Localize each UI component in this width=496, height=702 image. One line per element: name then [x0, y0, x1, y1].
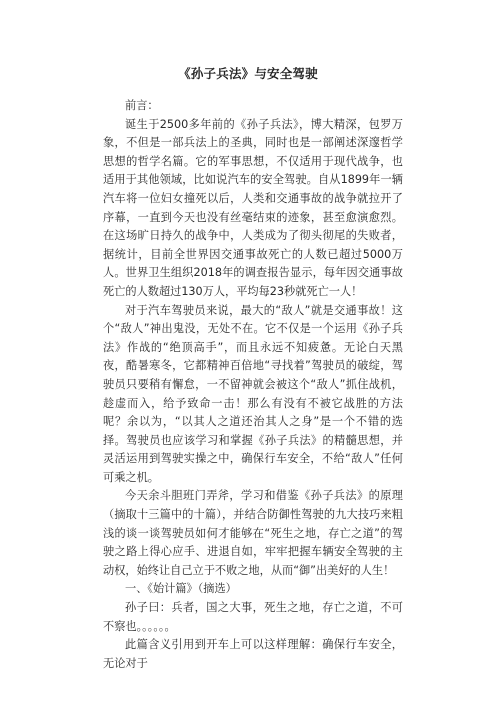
section-heading-1: 一、《始计篇》（摘选） [125, 582, 237, 596]
preface-heading: 前言： [125, 99, 159, 112]
body-paragraph-2: 对于汽车驾驶员来说，最大的“敌人”就是交通事故！这个“敌人”神出鬼没，无处不在。它不仅是一个运用《孙子兵法》作战的“绝顶高手”，而且永远不知疲惫。无论白天黑夜，酷暑寒冬，它都精神百倍地“寻找着”驾驶员的破绽，驾驶员只要稍有懈怠，一不留神就会被这个“敌人”抓住战机，趁虚而入，给予致命一击！那么有没有不被它战胜的方法呢？余以为，“以其人之道还治其人之身”是一个不错的选择。驾驶员也应该学习和掌握《孙子兵法》的精髓思想，并灵活运用到驾驶实操之中，确保行车安全，不给“敌人”任何可乘之机。 [103, 303, 403, 484]
quote-paragraph: 孙子曰：兵者，国之大事，死生之地，存亡之道，不可不察也。。。。。。 [103, 601, 403, 633]
body-paragraph-4: 此篇含义引用到开车上可以这样理解：确保行车安全，无论对于 [103, 638, 403, 670]
document-title: 《孙子兵法》与安全驾驶 [178, 66, 318, 81]
body-paragraph-1: 诞生于2500多年前的《孙子兵法》，博大精深，包罗万象，不但是一部兵法上的圣典，同时也是一部阐述深邃哲学思想的哲学名篇。它的军事思想，不仅适用于现代战争，也适用于其他领域，比如说汽车的安全驾驶。自从1899年一辆汽车将一位妇女撞死以后，人类和交通事故的战争就拉开了序幕，一直到今天也没有丝毫结束的迹象，甚至愈演愈烈。在这场旷日持久的战争中，人类成为了彻头彻尾的失败者，据统计，目前全世界因交通事故死亡的人数已超过5000万人。世界卫生组织2018年的调查报告显示，每年因交通事故死亡的人数超过130万人，平均每23秒就死亡一人！ [103, 117, 403, 298]
body-paragraph-3: 今天余斗胆班门弄斧，学习和借鉴《孙子兵法》的原理（摘取十三篇中的十篇），并结合防御性驾驶的九大技巧来粗浅的谈一谈驾驶员如何才能够在“死生之地，存亡之道”的驾驶之路上得心应手、进退自如，牢牢把握车辆安全驾驶的主动权，始终让自己立于不败之地，从而“御”出美好的人生！ [103, 489, 403, 577]
document-body [103, 97, 403, 673]
